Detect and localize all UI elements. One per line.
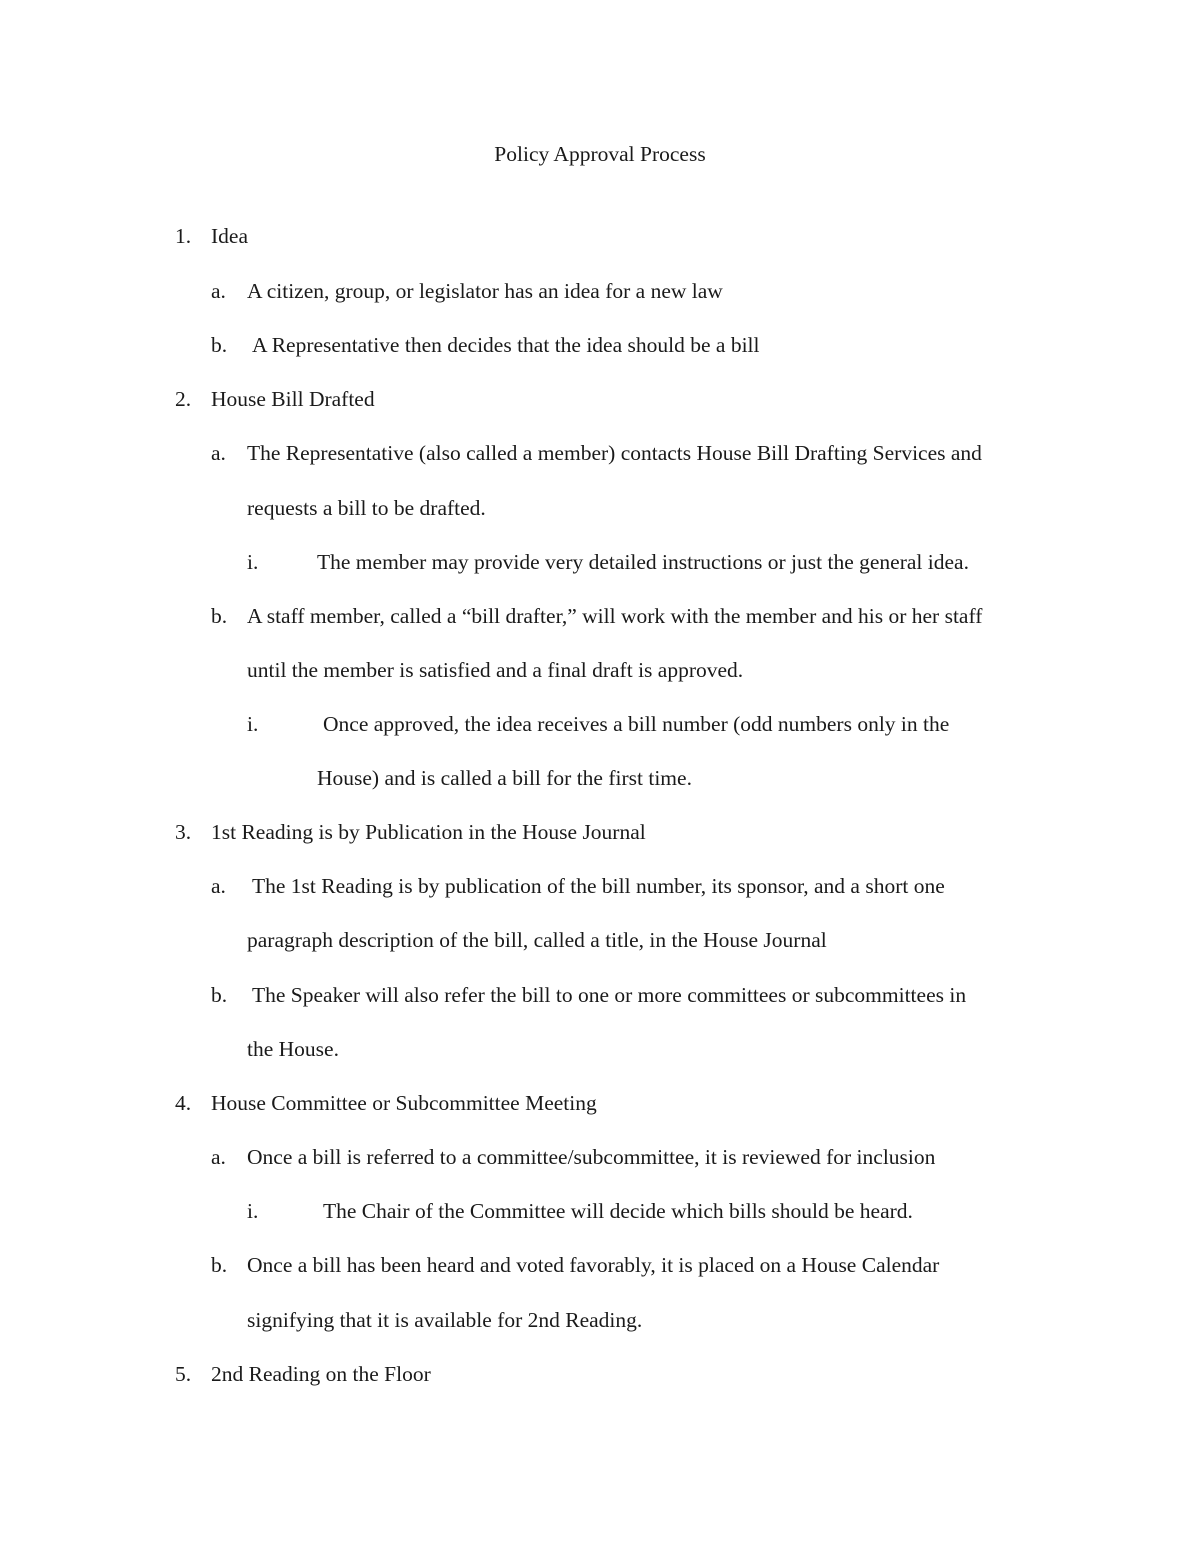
list-text: until the member is satisfied and a final draft is approved. (247, 658, 744, 682)
list-text: The member may provide very detailed instructions or just the general idea. (317, 550, 969, 574)
list-text: A citizen, group, or legislator has an idea for a new law (247, 279, 723, 303)
list-text: Once approved, the idea receives a bill number (odd numbers only in the (323, 712, 950, 736)
list-number: 2. (175, 387, 192, 411)
list-text: requests a bill to be drafted. (247, 496, 486, 520)
list-letter: a. (211, 441, 226, 465)
list-text: A staff member, called a “bill drafter,” will work with the member and his or her staff (247, 604, 983, 628)
list-text: Once a bill has been heard and voted favorably, it is placed on a House Calendar (247, 1253, 940, 1277)
list-heading: House Bill Drafted (211, 387, 375, 411)
list-number: 1. (175, 224, 192, 248)
list-heading: Idea (211, 224, 248, 248)
list-text: paragraph description of the bill, called a title, in the House Journal (247, 928, 827, 952)
list-text: House) and is called a bill for the first time. (317, 766, 692, 790)
list-text: Once a bill is referred to a committee/subcommittee, it is reviewed for inclusion (247, 1145, 936, 1169)
list-heading: 1st Reading is by Publication in the House Journal (211, 820, 646, 844)
list-number: 3. (175, 820, 192, 844)
list-letter: a. (211, 279, 226, 303)
list-heading: House Committee or Subcommittee Meeting (211, 1091, 597, 1115)
list-text: The Representative (also called a member) contacts House Bill Drafting Services and (247, 441, 982, 465)
list-letter: b. (211, 333, 228, 357)
list-letter: b. (211, 983, 228, 1007)
list-text: signifying that it is available for 2nd Reading. (247, 1308, 643, 1332)
list-text: The 1st Reading is by publication of the bill number, its sponsor, and a short one (252, 874, 945, 898)
list-text: The Speaker will also refer the bill to one or more committees or subcommittees in (252, 983, 967, 1007)
list-heading: 2nd Reading on the Floor (211, 1362, 431, 1386)
list-roman: i. (247, 550, 259, 574)
list-text: the House. (247, 1037, 339, 1061)
list-letter: a. (211, 874, 226, 898)
list-letter: b. (211, 1253, 228, 1277)
list-number: 5. (175, 1362, 192, 1386)
list-text: A Representative then decides that the idea should be a bill (252, 333, 760, 357)
list-letter: a. (211, 1145, 226, 1169)
list-text: The Chair of the Committee will decide which bills should be heard. (323, 1199, 913, 1223)
list-number: 4. (175, 1091, 192, 1115)
list-letter: b. (211, 604, 228, 628)
list-roman: i. (247, 712, 259, 736)
list-roman: i. (247, 1199, 259, 1223)
document-title: Policy Approval Process (494, 142, 706, 166)
